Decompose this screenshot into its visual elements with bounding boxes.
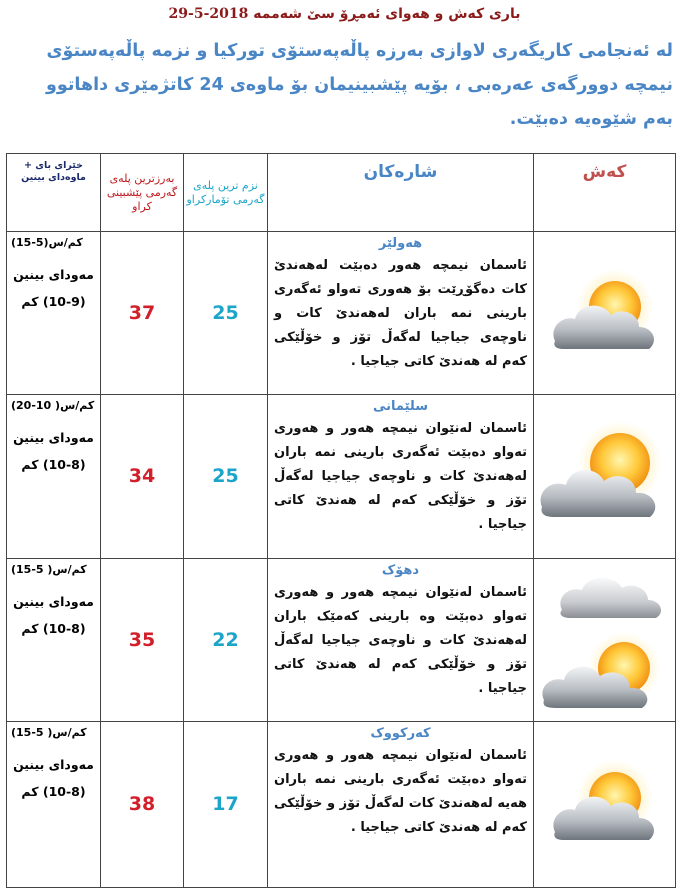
max-temp: 37	[101, 232, 184, 395]
header-weather: کەش	[534, 154, 676, 232]
city-name: دهۆک	[381, 562, 420, 578]
table-row	[7, 558, 676, 721]
min-temp: 17	[184, 721, 268, 887]
city-name: هەولێر	[378, 236, 423, 252]
cloudy-and-partly-cloudy-icon	[536, 560, 674, 720]
description-cell	[268, 395, 534, 558]
max-temp: 38	[101, 721, 184, 887]
header-row	[7, 154, 676, 232]
wind-cell	[7, 232, 101, 395]
visibility-label: مەودای بینین	[13, 267, 94, 283]
partly-cloudy-icon	[541, 740, 669, 868]
partly-cloudy-icon	[541, 249, 669, 377]
weather-description: ئاسمان لەنێوان نیمچە هەور و هەوری تەواو دەبێت ئەگەری بارینی نمە باران هەیە لەهەندێ کات لەگەڵ تۆز و خۆڵێکی کەم لە هەندێ کاتی جیاجیا .	[274, 747, 527, 835]
weather-description: ئاسمان لەنێوان نیمچە هەور و هەوری تەواو دەبێت وە بارینی کەمێک باران لەهەندێ کات و ناوچەی جیاجیا لەگەڵ تۆز و خۆڵێکی کەم لە هەندێ کاتی جیاجیا .	[274, 584, 527, 696]
min-temp: 25	[184, 395, 268, 558]
description-cell	[268, 721, 534, 887]
intro-paragraph: لە ئەنجامی کاریگەری لاوازی بەرزە پاڵەپەستۆی تورکیا و نزمە پاڵەپەستۆی نیمچە دوورگەی عەرەبی ، بۆیە پێشبینیمان بۆ ماوەی 24 کاتژمێری داهاتوو بەم شێوەیە دەبێت.	[46, 41, 673, 129]
header-min-temp: نزم ترین پلەی گەرمی تۆمارکراو	[184, 154, 268, 232]
weather-icon-cell	[534, 721, 676, 887]
wind-speed: (20-10 )کم/س	[11, 399, 95, 413]
wind-speed: (15-5 )کم/س	[11, 725, 87, 739]
description-cell	[268, 232, 534, 395]
weather-icon-cell	[534, 232, 676, 395]
forecast-table	[6, 153, 676, 888]
weather-description: ئاسمان لەنێوان نیمچە هەور و هەوری تەواو دەبێت ئەگەری بارینی نمە باران لەهەندێ کات و ناوچەی جیاجیا لەگەڵ تۆز و خۆڵێکی کەم لە هەندێ کاتی جیاجیا .	[274, 421, 527, 533]
weather-icon-cell	[534, 395, 676, 558]
min-temp: 22	[184, 558, 268, 721]
table-row	[7, 395, 676, 558]
wind-cell	[7, 558, 101, 721]
page-title	[0, 6, 683, 22]
title-date: 2018-5-29	[168, 6, 249, 22]
header-cities: شارەکان	[268, 154, 534, 232]
max-temp: 35	[101, 558, 184, 721]
header-max-temp: بەرزترین پلەی گەرمی پێشبینی کراو	[101, 154, 184, 232]
wind-speed: (15-5 )کم/س	[11, 562, 87, 576]
wind-cell	[7, 395, 101, 558]
weather-description: ئاسمان نیمچە هەور دەبێت لەهەندێ کات دەگۆڕێت بۆ هەوری تەواو ئەگەری بارینی نمە باران لەهەندێ کات و ناوچەی جیاجیا لەگەڵ تۆز و خۆڵێکی کەم لە هەندێ کاتی جیاجیا .	[274, 258, 527, 370]
partly-cloudy-icon	[536, 411, 674, 541]
visibility-label: مەودای بینین	[13, 430, 94, 446]
visibility-value: (10-8) کم	[21, 620, 86, 636]
visibility-label: مەودای بینین	[13, 593, 94, 609]
title-text: باری کەش و هەوای ئەمڕۆ سێ شەممە	[253, 6, 521, 22]
wind-cell	[7, 721, 101, 887]
max-temp: 34	[101, 395, 184, 558]
table-row	[7, 232, 676, 395]
city-name: کەرکووک	[370, 725, 431, 741]
city-name: سلێمانی	[372, 399, 429, 415]
visibility-value: (10-8) کم	[21, 457, 86, 473]
visibility-value: (10-8) کم	[21, 783, 86, 799]
header-wind-visibility: خێرای بای + ماوەدای بینین	[7, 154, 101, 232]
description-cell	[268, 558, 534, 721]
table-row	[7, 721, 676, 887]
visibility-value: (10-9) کم	[21, 294, 86, 310]
min-temp: 25	[184, 232, 268, 395]
weather-icon-cell	[534, 558, 676, 721]
wind-speed: (15-5)کم/س	[11, 236, 83, 250]
visibility-label: مەودای بینین	[13, 756, 94, 772]
